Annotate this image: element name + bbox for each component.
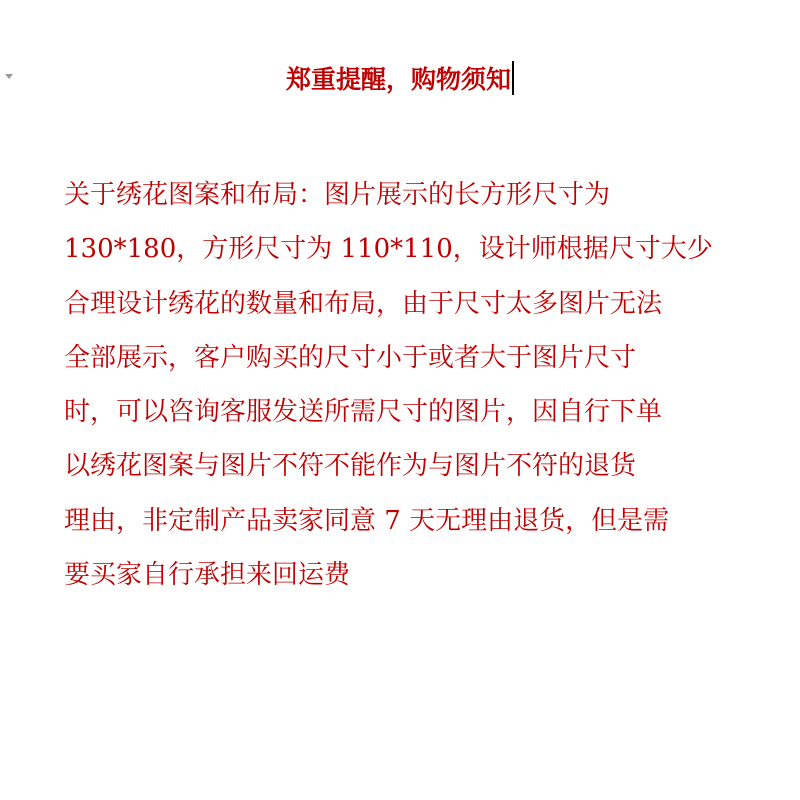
paragraph-line: 合理设计绣花的数量和布局，由于尺寸太多图片无法 <box>64 288 663 319</box>
paragraph-line: 理由，非定制产品卖家同意 7 天无理由退货，但是需 <box>64 505 670 536</box>
text-cursor <box>512 61 514 95</box>
document-title <box>0 60 800 100</box>
paragraph-line: 以绣花图案与图片不符不能作为与图片不符的退货 <box>64 451 637 482</box>
notice-paragraph <box>64 168 736 602</box>
paragraph-line: 时，可以咨询客服发送所需尺寸的图片，因自行下单 <box>64 397 663 428</box>
paragraph-line: 130*180，方形尺寸为 110*110，设计师根据尺寸大少 <box>64 234 713 265</box>
title-text: 郑重提醒，购物须知 <box>285 65 511 94</box>
paragraph-line: 全部展示，客户购买的尺寸小于或者大于图片尺寸 <box>64 342 637 373</box>
paragraph-line: 关于绣花图案和布局：图片展示的长方形尺寸为 <box>64 180 611 210</box>
paragraph-line: 要买家自行承担来回运费 <box>64 560 351 591</box>
